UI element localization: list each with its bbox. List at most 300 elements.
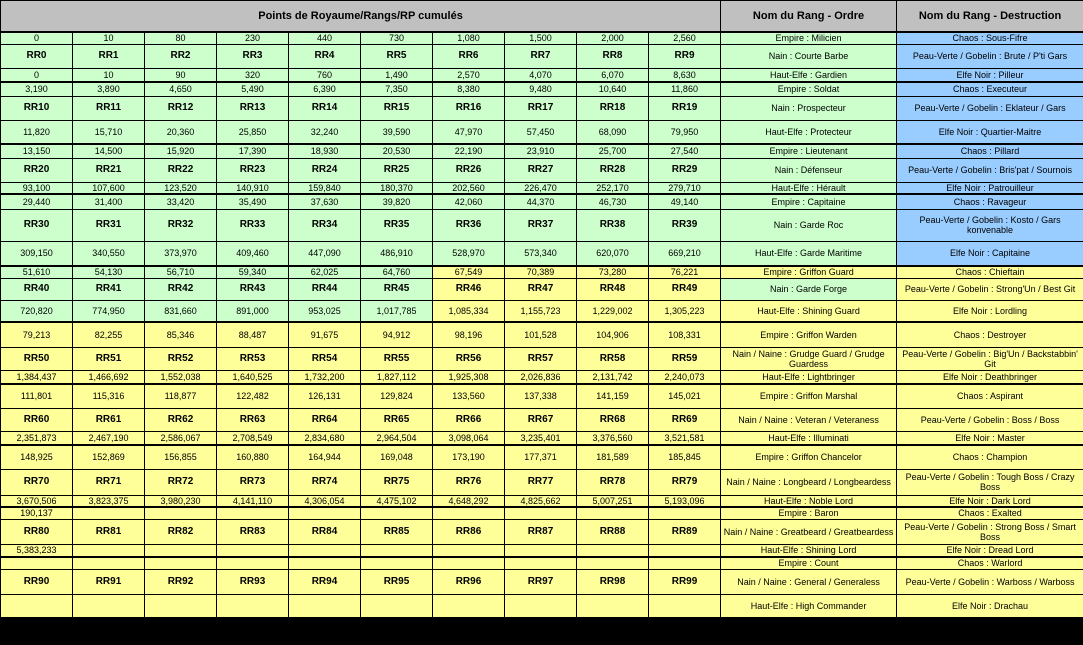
points-cell: 91,675 <box>289 322 361 347</box>
rank-cell: RR26 <box>433 158 505 182</box>
points-cell <box>1 595 73 618</box>
points-cell: 2,834,680 <box>289 431 361 445</box>
destruction-header: Nom du Rang - Destruction <box>897 1 1083 33</box>
rank-cell: RR91 <box>73 570 145 595</box>
points-cell <box>361 507 433 520</box>
rank-cell: RR73 <box>217 469 289 495</box>
points-cell: 101,528 <box>505 322 577 347</box>
points-cell: 107,600 <box>73 182 145 194</box>
points-cell: 32,240 <box>289 120 361 144</box>
order-rank-name: Empire : Lieutenant <box>721 144 897 158</box>
points-cell: 94,912 <box>361 322 433 347</box>
rank-cell: RR14 <box>289 96 361 120</box>
points-cell: 56,710 <box>145 266 217 278</box>
points-cell <box>505 545 577 557</box>
rank-cell: RR99 <box>649 570 721 595</box>
rank-cell: RR71 <box>73 469 145 495</box>
points-cell: 3,235,401 <box>505 431 577 445</box>
rank-cell: RR74 <box>289 469 361 495</box>
points-cell: 3,980,230 <box>145 495 217 507</box>
points-cell: 31,400 <box>73 194 145 209</box>
rank-cell: RR57 <box>505 347 577 370</box>
destruction-rank-name: Chaos : Executeur <box>897 82 1083 96</box>
points-cell <box>289 545 361 557</box>
points-cell <box>73 545 145 557</box>
points-cell <box>145 557 217 570</box>
points-cell: 20,530 <box>361 144 433 158</box>
order-rank-name: Nain : Garde Forge <box>721 278 897 300</box>
points-cell <box>289 507 361 520</box>
destruction-rank-name: Chaos : Ravageur <box>897 194 1083 209</box>
order-rank-name: Empire : Capitaine <box>721 194 897 209</box>
points-cell: 18,930 <box>289 144 361 158</box>
points-cell: 1,925,308 <box>433 370 505 384</box>
rank-cell: RR48 <box>577 278 649 300</box>
destruction-rank-name: Chaos : Champion <box>897 445 1083 469</box>
points-cell: 6,390 <box>289 82 361 96</box>
rank-cell: RR12 <box>145 96 217 120</box>
table-row <box>1 120 1083 144</box>
points-cell: 64,760 <box>361 266 433 278</box>
rank-cell: RR47 <box>505 278 577 300</box>
rank-cell: RR4 <box>289 44 361 68</box>
rank-cell: RR69 <box>649 408 721 431</box>
points-cell: 10 <box>73 32 145 44</box>
rank-cell: RR8 <box>577 44 649 68</box>
points-cell: 80 <box>145 32 217 44</box>
table-row <box>1 520 1083 545</box>
points-cell: 0 <box>1 32 73 44</box>
points-cell: 4,141,110 <box>217 495 289 507</box>
points-cell: 2,467,190 <box>73 431 145 445</box>
rank-cell: RR25 <box>361 158 433 182</box>
destruction-rank-name: Elfe Noir : Master <box>897 431 1083 445</box>
points-cell: 8,380 <box>433 82 505 96</box>
points-cell: 159,840 <box>289 182 361 194</box>
points-cell: 4,070 <box>505 68 577 82</box>
rank-cell: RR90 <box>1 570 73 595</box>
points-cell <box>433 557 505 570</box>
rank-cell: RR24 <box>289 158 361 182</box>
order-rank-name: Haut-Elfe : Garde Maritime <box>721 241 897 266</box>
points-cell: 252,170 <box>577 182 649 194</box>
destruction-rank-name: Elfe Noir : Dread Lord <box>897 545 1083 557</box>
points-cell: 129,824 <box>361 384 433 408</box>
order-rank-name: Haut-Elfe : Noble Lord <box>721 495 897 507</box>
rank-cell: RR13 <box>217 96 289 120</box>
rank-cell: RR66 <box>433 408 505 431</box>
points-cell: 62,025 <box>289 266 361 278</box>
points-cell: 320 <box>217 68 289 82</box>
order-rank-name: Empire : Griffon Marshal <box>721 384 897 408</box>
destruction-rank-name: Peau-Verte / Gobelin : Warboss / Warboss <box>897 570 1083 595</box>
points-cell: 669,210 <box>649 241 721 266</box>
rank-cell: RR70 <box>1 469 73 495</box>
order-rank-name: Nain / Naine : Veteran / Veteraness <box>721 408 897 431</box>
points-cell: 4,825,662 <box>505 495 577 507</box>
rank-cell: RR15 <box>361 96 433 120</box>
rank-cell: RR54 <box>289 347 361 370</box>
order-rank-name: Empire : Count <box>721 557 897 570</box>
rank-cell: RR64 <box>289 408 361 431</box>
points-cell: 1,466,692 <box>73 370 145 384</box>
points-cell: 3,190 <box>1 82 73 96</box>
table-row <box>1 82 1083 96</box>
destruction-rank-name: Elfe Noir : Dark Lord <box>897 495 1083 507</box>
destruction-rank-name: Chaos : Pillard <box>897 144 1083 158</box>
points-cell <box>577 507 649 520</box>
rank-cell: RR95 <box>361 570 433 595</box>
rank-cell: RR44 <box>289 278 361 300</box>
points-cell: 70,389 <box>505 266 577 278</box>
rank-cell: RR23 <box>217 158 289 182</box>
rank-cell: RR46 <box>433 278 505 300</box>
points-header: Points de Royaume/Rangs/RP cumulés <box>1 1 721 33</box>
rank-cell: RR65 <box>361 408 433 431</box>
points-cell <box>1 557 73 570</box>
destruction-rank-name: Chaos : Exalted <box>897 507 1083 520</box>
points-cell: 122,482 <box>217 384 289 408</box>
rank-cell: RR49 <box>649 278 721 300</box>
destruction-rank-name: Peau-Verte / Gobelin : Brute / P'ti Gars <box>897 44 1083 68</box>
rank-cell: RR77 <box>505 469 577 495</box>
points-cell: 2,560 <box>649 32 721 44</box>
rank-cell: RR19 <box>649 96 721 120</box>
points-cell: 90 <box>145 68 217 82</box>
order-rank-name: Nain : Garde Roc <box>721 209 897 241</box>
points-cell: 1,384,437 <box>1 370 73 384</box>
rank-cell: RR53 <box>217 347 289 370</box>
table-row <box>1 507 1083 520</box>
points-cell <box>73 595 145 618</box>
points-cell: 226,470 <box>505 182 577 194</box>
destruction-rank-name: Elfe Noir : Deathbringer <box>897 370 1083 384</box>
points-cell: 49,140 <box>649 194 721 209</box>
points-cell: 486,910 <box>361 241 433 266</box>
rank-cell: RR0 <box>1 44 73 68</box>
points-cell: 2,570 <box>433 68 505 82</box>
destruction-rank-name: Peau-Verte / Gobelin : Tough Boss / Crazy Boss <box>897 469 1083 495</box>
points-cell: 59,340 <box>217 266 289 278</box>
rank-cell: RR21 <box>73 158 145 182</box>
points-cell: 6,070 <box>577 68 649 82</box>
destruction-rank-name: Chaos : Destroyer <box>897 322 1083 347</box>
rank-cell: RR92 <box>145 570 217 595</box>
rank-cell: RR28 <box>577 158 649 182</box>
points-cell <box>73 557 145 570</box>
rank-cell: RR7 <box>505 44 577 68</box>
rank-cell: RR58 <box>577 347 649 370</box>
points-cell: 88,487 <box>217 322 289 347</box>
points-cell: 1,490 <box>361 68 433 82</box>
table-row <box>1 241 1083 266</box>
points-cell: 15,920 <box>145 144 217 158</box>
points-cell: 1,229,002 <box>577 300 649 322</box>
points-cell: 68,090 <box>577 120 649 144</box>
order-rank-name: Nain : Courte Barbe <box>721 44 897 68</box>
points-cell: 720,820 <box>1 300 73 322</box>
points-cell: 177,371 <box>505 445 577 469</box>
points-cell: 47,970 <box>433 120 505 144</box>
points-cell <box>505 557 577 570</box>
rank-cell: RR84 <box>289 520 361 545</box>
destruction-rank-name: Elfe Noir : Lordling <box>897 300 1083 322</box>
points-cell: 140,910 <box>217 182 289 194</box>
points-cell: 1,640,525 <box>217 370 289 384</box>
rank-cell: RR5 <box>361 44 433 68</box>
rank-cell: RR6 <box>433 44 505 68</box>
rank-cell: RR61 <box>73 408 145 431</box>
points-cell <box>73 507 145 520</box>
points-cell: 1,732,200 <box>289 370 361 384</box>
points-cell: 133,560 <box>433 384 505 408</box>
points-cell: 620,070 <box>577 241 649 266</box>
destruction-rank-name: Peau-Verte / Gobelin : Boss / Boss <box>897 408 1083 431</box>
order-rank-name: Empire : Griffon Chancelor <box>721 445 897 469</box>
points-cell: 39,590 <box>361 120 433 144</box>
points-cell: 180,370 <box>361 182 433 194</box>
rank-cell: RR33 <box>217 209 289 241</box>
points-cell: 373,970 <box>145 241 217 266</box>
order-rank-name: Nain / Naine : General / Generaless <box>721 570 897 595</box>
points-cell: 156,855 <box>145 445 217 469</box>
order-rank-name: Haut-Elfe : Gardien <box>721 68 897 82</box>
table-row <box>1 322 1083 347</box>
rank-cell: RR78 <box>577 469 649 495</box>
points-cell <box>649 557 721 570</box>
points-cell: 3,890 <box>73 82 145 96</box>
points-cell: 160,880 <box>217 445 289 469</box>
points-cell: 15,710 <box>73 120 145 144</box>
points-cell: 46,730 <box>577 194 649 209</box>
points-cell: 760 <box>289 68 361 82</box>
rank-cell: RR50 <box>1 347 73 370</box>
order-rank-name: Nain / Naine : Greatbeard / Greatbeardess <box>721 520 897 545</box>
rank-cell: RR56 <box>433 347 505 370</box>
points-cell <box>649 595 721 618</box>
rank-cell: RR87 <box>505 520 577 545</box>
points-cell <box>577 557 649 570</box>
points-cell: 891,000 <box>217 300 289 322</box>
points-cell: 831,660 <box>145 300 217 322</box>
points-cell: 447,090 <box>289 241 361 266</box>
table-row <box>1 469 1083 495</box>
table-row <box>1 347 1083 370</box>
points-cell: 29,440 <box>1 194 73 209</box>
rank-cell: RR37 <box>505 209 577 241</box>
points-cell: 5,007,251 <box>577 495 649 507</box>
points-cell: 2,964,504 <box>361 431 433 445</box>
order-rank-name: Empire : Soldat <box>721 82 897 96</box>
rank-cell: RR35 <box>361 209 433 241</box>
rank-cell: RR18 <box>577 96 649 120</box>
points-cell: 67,549 <box>433 266 505 278</box>
table-row <box>1 182 1083 194</box>
table-row <box>1 431 1083 445</box>
points-cell: 115,316 <box>73 384 145 408</box>
rank-cell: RR59 <box>649 347 721 370</box>
table-row <box>1 44 1083 68</box>
points-cell <box>361 595 433 618</box>
table-row <box>1 158 1083 182</box>
points-cell: 73,280 <box>577 266 649 278</box>
points-cell: 3,823,375 <box>73 495 145 507</box>
order-rank-name: Haut-Elfe : Hérault <box>721 182 897 194</box>
table-row <box>1 209 1083 241</box>
rank-cell: RR27 <box>505 158 577 182</box>
points-cell: 1,017,785 <box>361 300 433 322</box>
points-cell: 3,098,064 <box>433 431 505 445</box>
order-rank-name: Haut-Elfe : High Commander <box>721 595 897 618</box>
table-row <box>1 408 1083 431</box>
points-cell: 9,480 <box>505 82 577 96</box>
points-cell: 409,460 <box>217 241 289 266</box>
table-row <box>1 495 1083 507</box>
table-row <box>1 266 1083 278</box>
destruction-rank-name: Peau-Verte / Gobelin : Big'Un / Backstabbin' Git <box>897 347 1083 370</box>
points-cell <box>433 545 505 557</box>
points-cell <box>433 507 505 520</box>
order-rank-name: Nain / Naine : Longbeard / Longbeardess <box>721 469 897 495</box>
points-cell: 35,490 <box>217 194 289 209</box>
points-cell: 181,589 <box>577 445 649 469</box>
points-cell: 79,950 <box>649 120 721 144</box>
rank-cell: RR16 <box>433 96 505 120</box>
points-cell: 2,586,067 <box>145 431 217 445</box>
points-cell: 82,255 <box>73 322 145 347</box>
table-row <box>1 384 1083 408</box>
rank-cell: RR11 <box>73 96 145 120</box>
order-rank-name: Nain : Défenseur <box>721 158 897 182</box>
points-cell: 22,190 <box>433 144 505 158</box>
points-cell <box>361 545 433 557</box>
points-cell: 3,521,581 <box>649 431 721 445</box>
points-cell: 25,850 <box>217 120 289 144</box>
order-rank-name: Haut-Elfe : Illuminati <box>721 431 897 445</box>
rank-cell: RR30 <box>1 209 73 241</box>
points-cell: 202,560 <box>433 182 505 194</box>
points-cell: 1,500 <box>505 32 577 44</box>
points-cell: 953,025 <box>289 300 361 322</box>
rank-cell: RR93 <box>217 570 289 595</box>
points-cell: 76,221 <box>649 266 721 278</box>
rank-cell: RR94 <box>289 570 361 595</box>
table-row <box>1 194 1083 209</box>
rank-cell: RR51 <box>73 347 145 370</box>
points-cell: 2,240,073 <box>649 370 721 384</box>
points-cell <box>289 595 361 618</box>
order-rank-name: Haut-Elfe : Shining Guard <box>721 300 897 322</box>
points-cell: 5,383,233 <box>1 545 73 557</box>
rank-cell: RR31 <box>73 209 145 241</box>
points-cell <box>217 595 289 618</box>
table-row <box>1 370 1083 384</box>
table-body <box>1 32 1083 618</box>
order-rank-name: Empire : Baron <box>721 507 897 520</box>
points-cell: 230 <box>217 32 289 44</box>
rank-cell: RR45 <box>361 278 433 300</box>
destruction-rank-name: Chaos : Aspirant <box>897 384 1083 408</box>
points-cell <box>217 545 289 557</box>
points-cell: 11,820 <box>1 120 73 144</box>
points-cell: 14,500 <box>73 144 145 158</box>
rank-cell: RR62 <box>145 408 217 431</box>
rank-cell: RR75 <box>361 469 433 495</box>
points-cell: 4,648,292 <box>433 495 505 507</box>
rank-cell: RR2 <box>145 44 217 68</box>
rank-cell: RR36 <box>433 209 505 241</box>
points-cell: 3,376,560 <box>577 431 649 445</box>
order-rank-name: Nain : Prospecteur <box>721 96 897 120</box>
table-row <box>1 595 1083 618</box>
points-cell: 8,630 <box>649 68 721 82</box>
destruction-rank-name: Elfe Noir : Patrouilleur <box>897 182 1083 194</box>
points-cell: 1,827,112 <box>361 370 433 384</box>
rank-cell: RR63 <box>217 408 289 431</box>
points-cell: 309,150 <box>1 241 73 266</box>
rank-cell: RR88 <box>577 520 649 545</box>
points-cell <box>577 595 649 618</box>
points-cell: 57,450 <box>505 120 577 144</box>
points-cell: 98,196 <box>433 322 505 347</box>
points-cell: 5,193,096 <box>649 495 721 507</box>
points-cell: 7,350 <box>361 82 433 96</box>
points-cell <box>649 507 721 520</box>
order-rank-name: Haut-Elfe : Shining Lord <box>721 545 897 557</box>
points-cell: 39,820 <box>361 194 433 209</box>
points-cell: 4,306,054 <box>289 495 361 507</box>
points-cell: 23,910 <box>505 144 577 158</box>
points-cell: 141,159 <box>577 384 649 408</box>
points-cell: 37,630 <box>289 194 361 209</box>
rank-cell: RR98 <box>577 570 649 595</box>
rank-cell: RR85 <box>361 520 433 545</box>
points-cell: 13,150 <box>1 144 73 158</box>
table-row <box>1 545 1083 557</box>
table-row <box>1 144 1083 158</box>
points-cell: 10 <box>73 68 145 82</box>
rank-cell: RR34 <box>289 209 361 241</box>
points-cell: 111,801 <box>1 384 73 408</box>
destruction-rank-name: Elfe Noir : Quartier-Maitre <box>897 120 1083 144</box>
points-cell: 2,708,549 <box>217 431 289 445</box>
rank-cell: RR32 <box>145 209 217 241</box>
rank-cell: RR79 <box>649 469 721 495</box>
points-cell: 93,100 <box>1 182 73 194</box>
points-cell: 123,520 <box>145 182 217 194</box>
points-cell: 137,338 <box>505 384 577 408</box>
points-cell: 440 <box>289 32 361 44</box>
points-cell <box>217 507 289 520</box>
points-cell: 108,331 <box>649 322 721 347</box>
points-cell: 185,845 <box>649 445 721 469</box>
rank-cell: RR22 <box>145 158 217 182</box>
points-cell: 148,925 <box>1 445 73 469</box>
order-header: Nom du Rang - Ordre <box>721 1 897 33</box>
points-cell: 4,650 <box>145 82 217 96</box>
points-cell: 164,944 <box>289 445 361 469</box>
points-cell <box>217 557 289 570</box>
points-cell: 528,970 <box>433 241 505 266</box>
points-cell: 1,085,334 <box>433 300 505 322</box>
table-row <box>1 557 1083 570</box>
points-cell <box>505 507 577 520</box>
destruction-rank-name: Elfe Noir : Drachau <box>897 595 1083 618</box>
points-cell: 33,420 <box>145 194 217 209</box>
points-cell: 118,877 <box>145 384 217 408</box>
rank-cell: RR76 <box>433 469 505 495</box>
points-cell <box>649 545 721 557</box>
